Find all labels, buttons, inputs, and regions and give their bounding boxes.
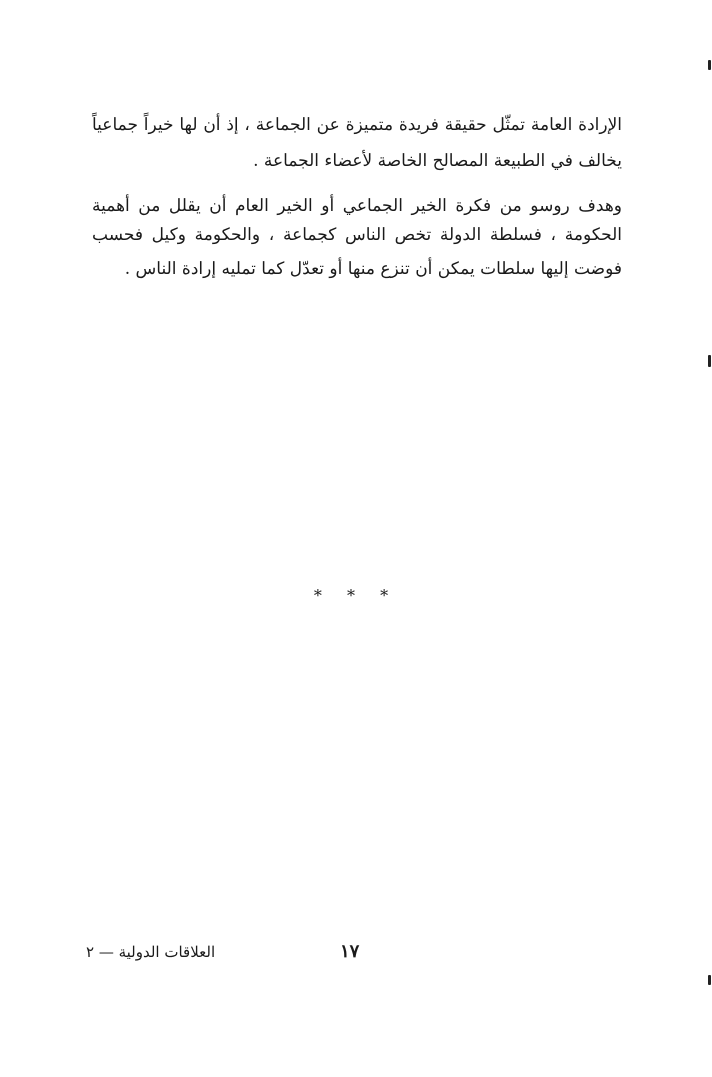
scan-edge-mark: [708, 355, 711, 367]
paragraph1-line-2: يخالف في الطبيعة المصالح الخاصة لأعضاء الجماعة .: [253, 151, 622, 171]
paragraph1-line-1: الإرادة العامة تمثّل حقيقة فريدة متميزة عن الجماعة ، إذ أن لها خيراً جماعياً: [92, 115, 622, 135]
section-separator: * * *: [313, 586, 399, 605]
scan-edge-mark: [708, 60, 711, 70]
paragraph2-line-3: فوضت إليها سلطات يمكن أن تنزع منها أو تعدّل كما تمليه إرادة الناس .: [124, 259, 622, 279]
paragraph2-line-2: الحكومة ، فسلطة الدولة تخص الناس كجماعة ، والحكومة وكيل فحسب: [92, 225, 622, 245]
page-number: ١٧: [340, 941, 360, 962]
running-title: العلاقات الدولية — ٢: [86, 943, 216, 961]
paragraph2-line-1: وهدف روسو من فكرة الخير الجماعي أو الخير العام أن يقلل من أهمية: [92, 196, 622, 216]
scan-edge-mark: [708, 975, 711, 985]
